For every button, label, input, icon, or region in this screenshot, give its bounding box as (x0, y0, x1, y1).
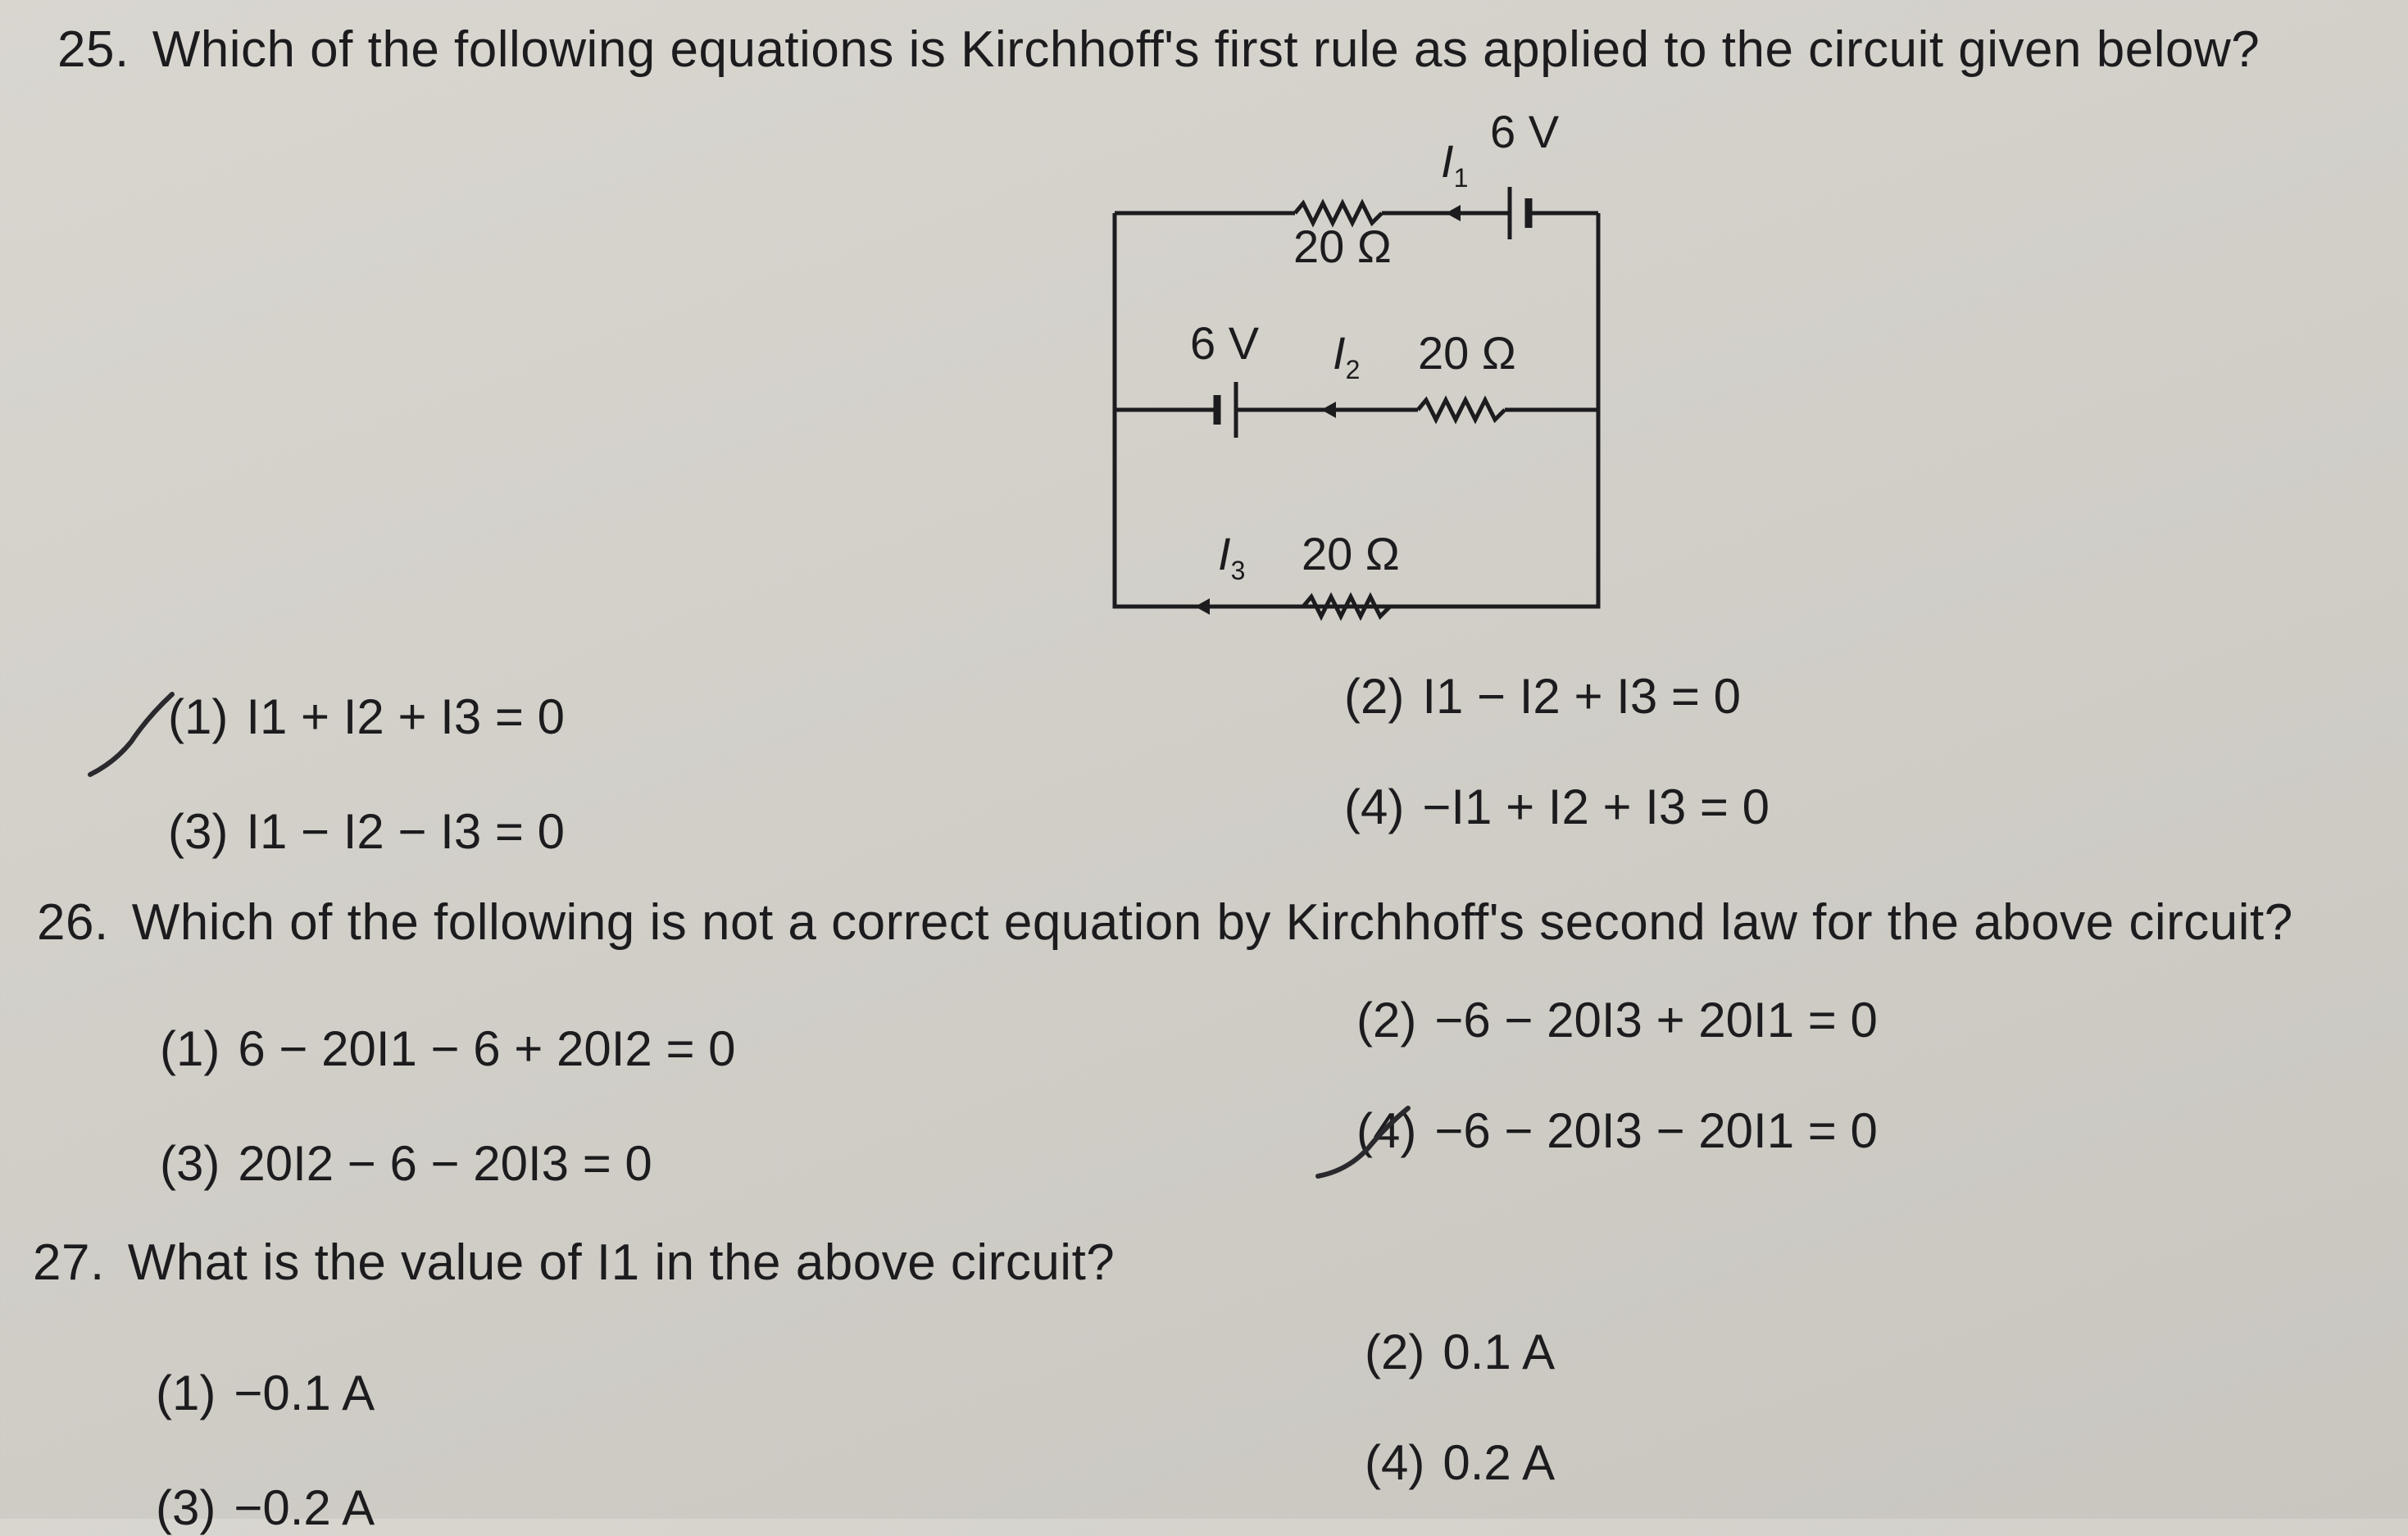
q27-option-4[interactable]: (4) 0.2 A (1365, 1435, 1556, 1490)
mid-resistor-zigzag (1418, 400, 1505, 420)
question-25-title (57, 20, 2260, 79)
q27-option-4-value: 0.2 A (1443, 1435, 1556, 1490)
q26-option-1-equation: 6 − 20I1 − 6 + 20I2 = 0 (238, 1021, 736, 1076)
question-number: 27. (33, 1234, 105, 1291)
question-27-title (33, 1234, 1115, 1292)
question-text: Which of the following is not a correct equation by Kirchhoff's second law for the above circuit? (131, 894, 2293, 951)
q27-option-2-value: 0.1 A (1443, 1325, 1556, 1379)
question-number: 25. (57, 21, 129, 78)
q27-option-1[interactable]: (1) −0.1 A (156, 1366, 375, 1420)
q27-option-3[interactable]: (3) −0.2 A (156, 1480, 375, 1535)
q25-option-4[interactable]: (4) −I1 + I2 + I3 = 0 (1344, 779, 1770, 834)
q25-option-4-equation: −I1 + I2 + I3 = 0 (1422, 779, 1770, 834)
q26-option-3[interactable]: (3) 20I2 − 6 − 20I3 = 0 (160, 1136, 652, 1191)
mid-battery-label: 6 V (1190, 317, 1260, 369)
question-text: What is the value of I1 in the above circuit? (127, 1234, 1115, 1291)
top-battery-label: 6 V (1490, 106, 1560, 157)
i1-label: $I_1$ (1441, 135, 1469, 193)
q25-option-2-equation: I1 − I2 + I3 = 0 (1422, 669, 1741, 724)
q25-option-2[interactable]: (2) I1 − I2 + I3 = 0 (1344, 669, 1741, 724)
i1-arrow-icon (1446, 205, 1461, 221)
top-resistor-label: 20 Ω (1293, 220, 1392, 272)
i2-label: $I_2$ (1333, 327, 1361, 384)
q26-option-1[interactable]: (1) 6 − 20I1 − 6 + 20I2 = 0 (160, 1021, 736, 1076)
q26-option-2[interactable]: (2) −6 − 20I3 + 20I1 = 0 (1356, 993, 1878, 1047)
q27-option-1-value: −0.1 A (234, 1366, 375, 1420)
q26-option-4[interactable]: (4) −6 − 20I3 − 20I1 = 0 (1356, 1103, 1878, 1158)
i2-arrow-icon (1321, 402, 1336, 418)
q26-option-3-equation: 20I2 − 6 − 20I3 = 0 (238, 1136, 652, 1191)
q26-option-2-equation: −6 − 20I3 + 20I1 = 0 (1434, 993, 1878, 1047)
bottom-resistor-label: 20 Ω (1302, 528, 1400, 579)
question-26-title (37, 893, 2293, 952)
q25-option-3-equation: I1 − I2 − I3 = 0 (246, 804, 565, 859)
checkmark-icon (82, 684, 205, 791)
q27-option-3-value: −0.2 A (234, 1480, 375, 1535)
checkmark-icon (1311, 1098, 1426, 1188)
i3-arrow-icon (1195, 598, 1210, 615)
q25-option-3[interactable]: (3) I1 − I2 − I3 = 0 (168, 804, 565, 859)
bottom-resistor-zigzag (1303, 597, 1390, 616)
question-number: 26. (37, 894, 109, 951)
q25-option-1[interactable]: (1) I1 + I2 + I3 = 0 (168, 689, 565, 744)
mid-resistor-label: 20 Ω (1418, 327, 1516, 379)
q25-option-1-equation: I1 + I2 + I3 = 0 (246, 689, 565, 744)
i3-label: $I_3$ (1218, 528, 1246, 585)
circuit-diagram (1090, 98, 1631, 623)
q26-option-4-equation: −6 − 20I3 − 20I1 = 0 (1434, 1103, 1878, 1158)
question-text: Which of the following equations is Kirchhoff's first rule as applied to the circuit given below? (152, 21, 2260, 78)
q27-option-2[interactable]: (2) 0.1 A (1365, 1325, 1556, 1379)
